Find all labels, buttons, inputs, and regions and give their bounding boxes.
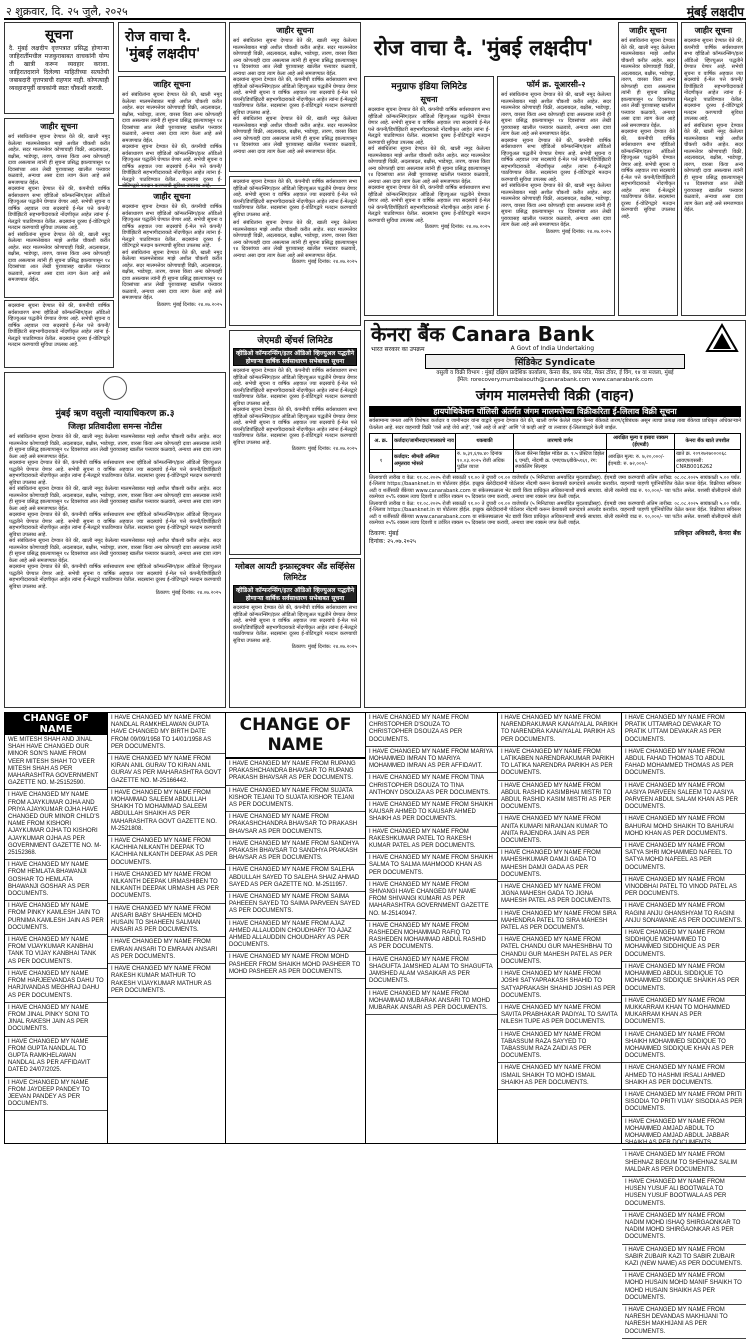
header-rule [4,18,746,20]
tribunal-notice [4,372,226,708]
table-header: तारणाचे वर्णन [514,434,607,450]
notice-body: सदस्यांना सूचना देण्यात येते की, कंपनीची वार्षिक सर्वसाधारण सभा व्हीडिओ कॉन्फरन्सिंग/इतर ऑडिओ व्हिज्युअल पद्धतीने घेण्यात येणार आहे. सभेची सूचना व वार्षिक अहवाल ज्या सदस्यांचे ई-मेल पत्ते कंपनी/डिपॉझिटरी सहभागीदाराकडे नोंदणीकृत आहेत त्यांना ई-मेलद्वारे पाठविण्यात येतील. सदस्यांना दूरस्थ ई-वोटिंगद्वारे मतदान करण्याची सुविधा उपलब्ध आहे. [368,185,490,224]
notice-body: सदस्यांना सूचना देण्यात येते की, कंपनीची वार्षिक सर्वसाधारण सभा व्हीडिओ कॉन्फरन्सिंग/इतर ऑडिओ व्हिज्युअल पद्धतीने घेण्यात येणार आहे. सभेची सूचना व वार्षिक अहवाल ज्या सदस्यांचे ई-मेल पत्ते कंपनी/डिपॉझिटरी सहभागीदाराकडे नोंदणीकृत आहेत त्यांना ई-मेलद्वारे पाठविण्यात येतील. सदस्यांना दूरस्थ ई-वोटिंगद्वारे मतदान करण्याची सुविधा उपलब्ध आहे. [9,460,221,486]
list-item: I HAVE CHANGED MY NAME FROM NANDLAL RAMKHELAWAN GUPTA HAVE CHANGED MY BIRTH DATE FROM 09/09/1958 TO 14/01/1958 AS PER DOCUMENTS. [108,713,225,754]
con-col-3 [226,713,366,1143]
table-cell: कर्जदार: श्रीमती अस्मिता अमृतराव भोसले [393,450,456,473]
list-item: I HAVE CHANGED MY NAME FROM CHRISTOPHER D'SOUZA TO CHRISTOPHER DSOUZA AS PER DOCUMENTS. [366,713,497,747]
notice-body: सर्व संबंधितांना सूचना देण्यात येते की, खाली नमूद केलेल्या मालमत्तेबाबत माझे अशील चौकशी करीत आहेत. सदर मालमत्तेवर कोणाचाही विक्री, अदलाबदल, बक्षीस, भाडेपट्टा, तारण, वारसा किंवा अन्य कोणताही दावा असल्यास त्यांनी ही सूचना प्रसिद्ध झाल्यापासून १४ दिवसांच्या आत लेखी पुराव्यासह खालील पत्त्यावर कळवावे, अन्यथा असा दावा त्याग केला आहे असे समजण्यात येईल. [8,134,110,186]
list-item: I HAVE CHANGED MY NAME FROM ANITA KUMARI NIRANJAN KUMAR TO ANITA RAJENDRA JAIN AS PER DOCUMENTS. [498,814,621,848]
canara-intro: सर्वसामान्य जनता आणि विशेषतः कर्जदार व जामीनदार यांना याद्वारे सूचना देण्यात येते की, खाली वर्णन केलेले वाहन केनरा बँकेकडे तारण/दृष्टिबंधक असून त्याचा प्रत्यक्ष ताबा बँकेच्या प्राधिकृत अधिकाऱ्याने घेतलेला आहे. सदर वाहनाची विक्री 'जसे आहे जेथे आहे', 'जसे आहे जे आहे' आणि 'जे काही आहे' या तत्त्वावर ई-लिलावाद्वारे केली जाईल. [369,418,741,431]
list-item: I HAVE CHANGED MY NAME FROM GUPTA NANDLAL TO GUPTA RAMKHELAWAN NANDLAL AS PER AFFIDAVIT DATED 24/07/2025. [5,1037,107,1078]
place-date: ठिकाण: मुंबई दिनांक: २४.०७.२०२५ [424,224,490,230]
notice-body: सदस्यांना सूचना देण्यात येते की, कंपनीची वार्षिक सर्वसाधारण सभा व्हीडिओ कॉन्फरन्सिंग/इतर ऑडिओ व्हिज्युअल पद्धतीने घेण्यात येणार आहे. सभेची सूचना व वार्षिक अहवाल ज्या सदस्यांचे ई-मेल पत्ते कंपनी/डिपॉझिटरी सहभागीदाराकडे नोंदणीकृत आहेत त्यांना ई-मेलद्वारे पाठविण्यात येतील. सदस्यांना दूरस्थ ई-वोटिंगद्वारे मतदान करण्याची सुविधा उपलब्ध आहे. [233,605,357,644]
con-header: CHANGE OF NAME [5,713,107,735]
soochna-text: दै. मुंबई लक्षदीप वृत्तपत्रात प्रसिद्ध होणाऱ्या जाहिरातींमधील मजकुराबाबत वाचकांनी योग्य ती खात्री करून व्यवहार करावा. जाहिरातदाराने दिलेल्या माहितीच्या सत्यतेची जबाबदारी वृत्तपत्राची राहणार नाही. कोणत्याही व्यवहारापूर्वी वाचकांनी स्वतः चौकशी करावी. [9,45,109,92]
notice-body: सर्व संबंधितांना सूचना देण्यात येते की, खाली नमूद केलेल्या मालमत्तेबाबत माझे अशील चौकशी करीत आहेत. सदर मालमत्तेवर कोणाचाही विक्री, अदलाबदल, बक्षीस, भाडेपट्टा, तारण, वारसा किंवा अन्य कोणताही दावा असल्यास त्यांनी ही सूचना प्रसिद्ध झाल्यापासून १४ दिवसांच्या आत लेखी पुराव्यासह खालील पत्त्यावर कळवावे, अन्यथा असा दावा त्याग केला आहे असे समजण्यात येईल. [122,92,222,144]
company-name: मनुग्राफ इंडिया लिमिटेड [391,82,467,92]
notice-body: सदस्यांना सूचना देण्यात येते की, कंपनीची वार्षिक सर्वसाधारण सभा व्हीडिओ कॉन्फरन्सिंग/इतर ऑडिओ व्हिज्युअल पद्धतीने घेण्यात येणार आहे. सभेची सूचना व वार्षिक अहवाल ज्या सदस्यांचे ई-मेल पत्ते कंपनी/डिपॉझिटरी सहभागीदाराकडे नोंदणीकृत आहेत त्यांना ई-मेलद्वारे पाठविण्यात येतील. सदस्यांना दूरस्थ ई-वोटिंगद्वारे मतदान करण्याची सुविधा उपलब्ध आहे. [501,137,611,183]
jmd-notice [229,330,361,555]
list-item: I HAVE CHANGED MY NAME FROM LATIKABEN NARENDRAKUMAR PARIKH TO LATIKA NARENDRA PARIKH AS PER DOCUMENTS. [498,747,621,781]
promo-left [118,22,226,72]
bank-name-en: Canara Bank [451,322,595,346]
list-item: I HAVE CHANGED MY NAME FROM RASHEDEN MOHAMMAD RAFIQ TO RASHEDEN MOHAMMAD ABDUL RASHID AS PER DOCUMENTS. [366,921,497,955]
notice-col1-b [4,300,114,368]
notice-title: जाहीर सूचना [629,26,667,35]
list-item: I HAVE CHANGED MY NAME FROM VINODBHAI PATEL TO VINOD PATEL AS PER DOCUMENTS. [622,875,746,902]
paper-name: मुंबई लक्षदीप [686,5,744,19]
con-col-2 [108,713,226,1143]
email-line: ईमेल: rorecovery.mumbaisouth@canarabank.com www.canarabank.com [457,377,653,383]
list-item: I HAVE CHANGED MY NAME FROM EMRAN ANSARI TO EMRAAN ANSARI AS PER DOCUMENTS. [108,937,225,964]
canara-place: ठिकाण: मुंबई [369,529,399,537]
list-item: I HAVE CHANGED MY NAME FROM PINKY KAMLESH JAIN TO PURNIMA KAMLESH JAIN AS PER DOCUMENTS. [5,901,107,935]
list-item: I HAVE CHANGED MY NAME FROM RAKESHKUMAR PATEL TO RAKESH KUMAR PATEL AS PER DOCUMENTS. [366,827,497,854]
list-item: I HAVE CHANGED MY NAME FROM MOHAMMED ABDUL SIDDIQUE TO MOHAMMED SIDDIQUE SHAIKH AS PER DOCUMENTS. [622,962,746,996]
canara-notice-title: जंगम मालमत्तेची विक्री (वाहन) [475,388,635,404]
list-item: I HAVE CHANGED MY NAME FROM SAVITA PRABHAKAR PADIYAL TO SAVITA NILESH TUPE AS PER DOCUMENTS. [498,1003,621,1030]
con-col-4 [366,713,498,1143]
list-item: I HAVE CHANGED MY NAME FROM VIJAYKUMAR KANBHAI TANK TO VIJAY KANBHAI TANK AS PER DOCUMENTS. [5,935,107,969]
list-item: I HAVE CHANGED MY NAME FROM RUPANG PRAKASHCHANDRA BHAVSAR TO RUPANG PRAKASH BHAVSAR AS PER DOCUMENTS. [226,759,365,786]
table-cell: १ [370,450,393,473]
list-item: I HAVE CHANGED MY NAME FROM SHAIKH KAUSAR AHMED TO KAUSAR AHMED SHAIKH AS PER DOCUMENTS. [366,800,497,827]
list-item: I HAVE CHANGED MY NAME FROM AHMED TO HASHMI IRSALI AHMED SHAIKH AS PER DOCUMENTS. [622,1063,746,1090]
table-header: थकबाकी [456,434,514,450]
canara-table [369,433,741,473]
list-item: I HAVE CHANGED MY NAME FROM MOHAMMAD MUBARAK ANSARI TO MOHD MUBARAK ANSARI AS PER DOCUMENTS. [366,989,497,1016]
place-date: ठिकाण: मुंबई दिनांक: २४.०७.२०२५ [156,301,222,308]
notice-title: जाहिर सूचना [153,80,191,89]
syndicate-band: सिंडिकेट Syndicate [425,354,685,369]
notice-col3-b [229,176,361,326]
list-item: I HAVE CHANGED MY NAME FROM HEMLATA BHAWANJI GOSHAR TO HEMLATA BHAWANJI GOSHAR AS PER DOCUMENTS. [5,860,107,901]
list-item: I HAVE CHANGED MY NAME FROM PRITI SISODIA TO PRITI VIJAY SISODIA AS PER DOCUMENTS. [622,1090,746,1117]
notice-body: सदस्यांना सूचना देण्यात येते की, कंपनीची वार्षिक सर्वसाधारण सभा व्हीडिओ कॉन्फरन्सिंग/इतर ऑडिओ व्हिज्युअल पद्धतीने घेण्यात येणार आहे. सभेची सूचना व वार्षिक अहवाल ज्या सदस्यांचे ई-मेल पत्ते कंपनी/डिपॉझिटरी सहभागीदाराकडे नोंदणीकृत आहेत त्यांना ई-मेलद्वारे पाठविण्यात येतील. सदस्यांना दूरस्थ ई-वोटिंगद्वारे मतदान करण्याची सुविधा उपलब्ध आहे. [684,38,743,122]
list-item: I HAVE CHANGED MY NAME FROM SAIMA PAHEEEN SAYED TO SAIMA PARVEEN SAYED AS PER DOCUMENTS. [226,892,365,919]
notice-body: सर्व संबंधितांना सूचना देण्यात येते की, खाली नमूद केलेल्या मालमत्तेबाबत माझे अशील चौकशी करीत आहेत. सदर मालमत्तेवर कोणाचाही विक्री, अदलाबदल, बक्षीस, भाडेपट्टा, तारण, वारसा किंवा अन्य कोणताही दावा असल्यास त्यांनी ही सूचना प्रसिद्ध झाल्यापासून १४ दिवसांच्या आत लेखी पुराव्यासह खालील पत्त्यावर कळवावे, अन्यथा असा दावा त्याग केला आहे असे समजण्यात येईल. [9,434,221,460]
notice-body: सदस्यांना सूचना देण्यात येते की, कंपनीची वार्षिक सर्वसाधारण सभा व्हीडिओ कॉन्फरन्सिंग/इतर ऑडिओ व्हिज्युअल पद्धतीने घेण्यात येणार आहे. सभेची सूचना व वार्षिक अहवाल ज्या सदस्यांचे ई-मेल पत्ते कंपनी/डिपॉझिटरी सहभागीदाराकडे नोंदणीकृत आहेत त्यांना ई-मेलद्वारे पाठविण्यात येतील. सदस्यांना दूरस्थ ई-वोटिंगद्वारे मतदान करण्याची सुविधा उपलब्ध आहे. [233,179,357,218]
list-item: I HAVE CHANGED MY NAME FROM MAHESHKUMAR DAMJI GADA TO MAHESH DAMJI GADA AS PER DOCUMENTS. [498,848,621,882]
notice-col2-a [118,76,226,189]
list-item: I HAVE CHANGED MY NAME FROM SALEHA ABDULLAH SAYED TO SALEHA SHAIZ AHMAD SAYED AS PER GAZETTE NO. M-2511957. [226,865,365,892]
notice-body: सर्व संबंधितांना सूचना देण्यात येते की, खाली नमूद केलेल्या मालमत्तेबाबत माझे अशील चौकशी करीत आहेत. सदर मालमत्तेवर कोणाचाही विक्री, अदलाबदल, बक्षीस, भाडेपट्टा, तारण, वारसा किंवा अन्य कोणताही दावा असल्यास त्यांनी ही सूचना प्रसिद्ध झाल्यापासून १४ दिवसांच्या आत लेखी पुराव्यासह खालील पत्त्यावर कळवावे, अन्यथा असा दावा त्याग केला आहे असे समजण्यात येईल. [233,116,357,155]
list-item: I HAVE CHANGED MY NAME FROM JAYDEEP PANDEY TO JEEVAN PANDEY AS PER DOCUMENTS. [5,1078,107,1112]
list-item: I HAVE CHANGED MY NAME FROM TABASSUM RAZA SAYYED TO TABASSUM RAZA ZAIDI AS PER DOCUMENTS. [498,1030,621,1064]
notice-body: सदस्यांना सूचना देण्यात येते की, कंपनीची वार्षिक सर्वसाधारण सभा व्हीडिओ कॉन्फरन्सिंग/इतर ऑडिओ व्हिज्युअल पद्धतीने घेण्यात येणार आहे. सभेची सूचना व वार्षिक अहवाल ज्या सदस्यांचे ई-मेल पत्ते कंपनी/डिपॉझिटरी सहभागीदाराकडे नोंदणीकृत आहेत त्यांना ई-मेलद्वारे पाठविण्यात येतील. सदस्यांना दूरस्थ ई-वोटिंगद्वारे मतदान करण्याची सुविधा उपलब्ध आहे. [233,77,357,116]
list-item: I HAVE CHANGED MY NAME FROM ISMAIL SHAIKH TO MOHD ISMAIL SHAIKH AS PER DOCUMENTS. [498,1063,621,1090]
list-item: I HAVE CHANGED MY NAME FROM ABDUL RASHID KASIMBHAI MISTRI TO ABDUL RASHID KASIM MISTRI AS PER DOCUMENTS. [498,781,621,815]
notice-col3-a [229,22,361,172]
list-item: I HAVE CHANGED MY NAME FROM SHIVANGI HAVE CHANGED MY NAME FROM SHIVANGI KUMARI AS PER MAHARASHTRA GOVERNMENT GAZETTE NO. M-25140947. [366,880,497,921]
promo-left-text: रोज वाचा दै. 'मुंबई लक्षदीप' [125,29,201,62]
list-item: I HAVE CHANGED MY NAME FROM JINAL PINKY SONI TO JINAL RAKESH JAIN AS PER DOCUMENTS. [5,1003,107,1037]
table-cell: रु. ७,३१,६९७.४० दिनांक १०.०३.२०२५ रोजी अधिक पुढील व्याज [456,450,514,473]
notice-col2-b [118,188,226,328]
bank-tagline: भारत सरकार का उपक्रम [371,346,425,353]
notice-body: सदस्यांना सूचना देण्यात येते की, कंपनीची वार्षिक सर्वसाधारण सभा व्हीडिओ कॉन्फरन्सिंग/इतर ऑडिओ व्हिज्युअल पद्धतीने घेण्यात येणार आहे. सभेची सूचना व वार्षिक अहवाल ज्या सदस्यांचे ई-मेल पत्ते कंपनी/डिपॉझिटरी सहभागीदाराकडे नोंदणीकृत आहेत त्यांना ई-मेलद्वारे पाठविण्यात येतील. सदस्यांना दूरस्थ ई-वोटिंगद्वारे मतदान करण्याची सुविधा उपलब्ध आहे. [8,303,110,348]
list-item: I HAVE CHANGED MY NAME FROM PATEL CHANDU GUR MAHESHBHAI TO CHANDU GUR MAHESH PATEL AS PER DOCUMENTS. [498,935,621,969]
notice-body: सदस्यांना सूचना देण्यात येते की, कंपनीची वार्षिक सर्वसाधारण सभा व्हीडिओ कॉन्फरन्सिंग/इतर ऑडिओ व्हिज्युअल पद्धतीने घेण्यात येणार आहे. सभेची सूचना व वार्षिक अहवाल ज्या सदस्यांचे ई-मेल पत्ते कंपनी/डिपॉझिटरी सहभागीदाराकडे नोंदणीकृत आहेत त्यांना ई-मेलद्वारे पाठविण्यात येतील. सदस्यांना दूरस्थ ई-वोटिंगद्वारे मतदान करण्याची सुविधा उपलब्ध आहे. [621,129,675,220]
list-item: I HAVE CHANGED MY NAME FROM MARIYA MOHAMMED IMRAN TO MARIYA MOHAMMED IMRAN AS PER AFFIDAVIT. [366,747,497,774]
con-col-5 [498,713,622,1143]
list-item: I HAVE CHANGED MY NAME FROM NARENDRAKUMAR KANAIYALAL PARIKH TO NARENDRA KANAIYALAL PARIKH AS PER DOCUMENTS. [498,713,621,747]
con-col-1 [5,713,108,1143]
place-date: ठिकाण: मुंबई दिनांक: २४.०७.२०२५ [291,446,357,452]
notice-body: सर्व संबंधितांना सूचना देण्यात येते की, खाली नमूद केलेल्या मालमत्तेबाबत माझे अशील चौकशी करीत आहेत. सदर मालमत्तेवर कोणाचाही विक्री, अदलाबदल, बक्षीस, भाडेपट्टा, तारण, वारसा किंवा अन्य कोणताही दावा असल्यास त्यांनी ही सूचना प्रसिद्ध झाल्यापासून १४ दिवसांच्या आत लेखी पुराव्यासह खालील पत्त्यावर कळवावे, अन्यथा असा दावा त्याग केला आहे असे समजण्यात येईल. [501,92,611,137]
list-item: I HAVE CHANGED MY NAME FROM JIGNA MAHESH GADA TO JIGNA MAHESH PATEL AS PER DOCUMENTS. [498,882,621,909]
list-item: I HAVE CHANGED MY NAME FROM SHAGUFTA JAMSHED ALAM TO SHAGUFTA JAMSHED ALAM VASAIKAR AS PER DOCUMENTS. [366,955,497,989]
list-item: I HAVE CHANGED MY NAME FROM KACHHIA NILKANTH DEEPAK TO KACHHIA NILKANTH DEEPAK AS PER DOCUMENTS. [108,836,225,870]
tribunal-subtitle: जिल्हा प्रतिवादीला समन्स नोटीस [68,422,162,431]
globalit-notice [229,558,361,708]
table-header: आरक्षित मूल्य व इसारा रक्कम (ईएमडी) [607,434,675,450]
table-row [370,450,741,473]
list-item: I HAVE CHANGED MY NAME FROM SHAIKH SALMA TO SALMA MAHMOOD KHAN AS PER DOCUMENTS. [366,853,497,880]
list-item: I HAVE CHANGED MY NAME FROM BAHURAI MOHD SHAIKH TO BAHURAI MOHD KHAN AS PER DOCUMENTS. [622,814,746,841]
list-item: I HAVE CHANGED MY NAME FROM NADIM MOHD ISHAQ SHIRGAONKAR TO NADIM MOHD SHIRGAONKAR AS PER DOCUMENTS. [622,1211,746,1245]
notice-title: जाहीर सूचना [153,192,191,201]
list-item: I HAVE CHANGED MY NAME FROM SIRA MAHENDRA PATEL TO SIRA MAHESH PATEL AS PER DOCUMENTS. [498,909,621,936]
notice-body: सर्व संबंधितांना सूचना देण्यात येते की, खाली नमूद केलेल्या मालमत्तेबाबत माझे अशील चौकशी करीत आहेत. सदर मालमत्तेवर कोणाचाही विक्री, अदलाबदल, बक्षीस, भाडेपट्टा, तारण, वारसा किंवा अन्य कोणताही दावा असल्यास त्यांनी ही सूचना प्रसिद्ध झाल्यापासून १४ दिवसांच्या आत लेखी पुराव्यासह खालील पत्त्यावर कळवावे, अन्यथा असा दावा त्याग केला आहे असे समजण्यात येईल. [684,122,743,213]
notice-title: जाहीर सूचना [694,26,733,35]
promo-right-text: रोज वाचा दै. 'मुंबई लक्षदीप' [374,36,594,60]
list-item: I HAVE CHANGED MY NAME FROM SATYA SHRI MOHAMMED NAFEEL TO SATYA MOHD NAFEEL AS PER DOCUMENTS. [622,841,746,875]
company-name: जेएमडी व्हेंचर्स लिमिटेड [257,336,333,346]
list-item: WE MITESH SHAH AND JINAL SHAH HAVE CHANGED OUR MINOR SON'S NAME FROM VEER MITESH SHAH TO VEER MITESH SHAH AS PER MAHARASHTRA GOVERNMENT GAZETTE NO. M-25152590. [5,735,107,790]
vc-banner: व्हीडिओ कॉन्फरन्सिंग/इतर ऑडिओ व्हिज्युअल पद्धतीने होणाऱ्या वार्षिक सर्वसाधारण सभेबाबत सूचना [233,348,357,366]
notice-body: सर्व संबंधितांना सूचना देण्यात येते की, खाली नमूद केलेल्या मालमत्तेबाबत माझे अशील चौकशी करीत आहेत. सदर मालमत्तेवर कोणाचाही विक्री, अदलाबदल, बक्षीस, भाडेपट्टा, तारण, वारसा किंवा अन्य कोणताही दावा असल्यास त्यांनी ही सूचना प्रसिद्ध झाल्यापासून १४ दिवसांच्या आत लेखी पुराव्यासह खालील पत्त्यावर कळवावे, अन्यथा असा दावा त्याग केला आहे असे समजण्यात येईल. [122,249,222,301]
list-item: I HAVE CHANGED MY NAME FROM MOHD HUSAIN MOHD MANIF SHAIKH TO MOHD HUSAIN SHAIKH AS PER DOCUMENTS. [622,1271,746,1305]
canara-subtitle: हायपोथिकेशन पॉलिसी अंतर्गत जंगम मालमत्तेच्या विक्रीकरिता ई-लिलाव विक्री सूचना [369,406,741,417]
list-item: I HAVE CHANGED MY NAME FROM JOSHI SATYAPRAKASH SHAHID TO SATYAPRAKASH SHAHID JOSHI AS PER DOCUMENTS. [498,969,621,1003]
notice-body: सदस्यांना सूचना देण्यात येते की, कंपनीची वार्षिक सर्वसाधारण सभा व्हीडिओ कॉन्फरन्सिंग/इतर ऑडिओ व्हिज्युअल पद्धतीने घेण्यात येणार आहे. सभेची सूचना व वार्षिक अहवाल ज्या सदस्यांचे ई-मेल पत्ते कंपनी/डिपॉझिटरी सहभागीदाराकडे नोंदणीकृत आहेत त्यांना ई-मेलद्वारे पाठविण्यात येतील. सदस्यांना दूरस्थ ई-वोटिंगद्वारे मतदान करण्याची सुविधा उपलब्ध आहे. [9,512,221,538]
notice-body: सदस्यांना सूचना देण्यात येते की, कंपनीची वार्षिक सर्वसाधारण सभा व्हीडिओ कॉन्फरन्सिंग/इतर ऑडिओ व्हिज्युअल पद्धतीने घेण्यात येणार आहे. सभेची सूचना व वार्षिक अहवाल ज्या सदस्यांचे ई-मेल पत्ते कंपनी/डिपॉझिटरी सहभागीदाराकडे नोंदणीकृत आहेत त्यांना ई-मेलद्वारे पाठविण्यात येतील. सदस्यांना दूरस्थ ई-वोटिंगद्वारे मतदान करण्याची सुविधा उपलब्ध आहे. [368,107,490,146]
notice-col1-a [4,118,114,298]
notice-body: सर्व संबंधितांना सूचना देण्यात येते की, खाली नमूद केलेल्या मालमत्तेबाबत माझे अशील चौकशी करीत आहेत. सदर मालमत्तेवर कोणाचाही विक्री, अदलाबदल, बक्षीस, भाडेपट्टा, तारण, वारसा किंवा अन्य कोणताही दावा असल्यास त्यांनी ही सूचना प्रसिद्ध झाल्यापासून १४ दिवसांच्या आत लेखी पुराव्यासह खालील पत्त्यावर कळवावे, अन्यथा असा दावा त्याग केला आहे असे समजण्यात येईल. [8,231,110,283]
bank-govt: A Govt of India Undertaking [510,345,595,352]
tribunal-title: मुंबई ऋण वसुली न्यायाधिकरण क्र.३ [55,409,175,419]
list-item: I HAVE CHANGED MY NAME FROM MOHD PASHEER FROM SHAIKH MOHD PASHEER TO MOHD PASHEER AS PER DOCUMENTS. [226,952,365,979]
list-item: I HAVE CHANGED MY NAME FROM KIRAN ANIL GURAV TO KIRAN ANIL GURAV AS PER MAHARASHTRA GOVT GAZETTE NO. M-25166442. [108,754,225,788]
list-item: I HAVE CHANGED MY NAME FROM NARESH DEVANDAS MAKHIJANI TO NARESH MAKHIJANI AS PER DOCUMENTS. [622,1305,746,1339]
soochna-title: सूचना [45,28,73,43]
list-item: I HAVE CHANGED MY NAME FROM PRATIK UTTAMRAO DEVAKAR TO PRATIK UTTAM DEVAKAR AS PER DOCUMENTS. [622,713,746,747]
notice-body: सदस्यांना सूचना देण्यात येते की, कंपनीची वार्षिक सर्वसाधारण सभा व्हीडिओ कॉन्फरन्सिंग/इतर ऑडिओ व्हिज्युअल पद्धतीने घेण्यात येणार आहे. सभेची सूचना व वार्षिक अहवाल ज्या सदस्यांचे ई-मेल पत्ते कंपनी/डिपॉझिटरी सहभागीदाराकडे नोंदणीकृत आहेत त्यांना ई-मेलद्वारे पाठविण्यात येतील. सदस्यांना दूरस्थ ई-वोटिंगद्वारे मतदान करण्याची सुविधा उपलब्ध आहे. [122,204,222,249]
canara-notice [364,320,746,708]
place-date: ठिकाण: मुंबई दिनांक: २४.०७.२०२५ [291,259,357,265]
notice-title: सूचना [420,95,438,104]
vc-banner: व्हीडिओ कॉन्फरन्सिंग/इतर ऑडिओ व्हिज्युअल पद्धतीने होणाऱ्या वार्षिक सर्वसाधारण सभेबाबत सूचना [233,585,357,603]
notice-body: सदस्यांना सूचना देण्यात येते की, कंपनीची वार्षिक सर्वसाधारण सभा व्हीडिओ कॉन्फरन्सिंग/इतर ऑडिओ व्हिज्युअल पद्धतीने घेण्यात येणार आहे. सभेची सूचना व वार्षिक अहवाल ज्या सदस्यांचे ई-मेल पत्ते कंपनी/डिपॉझिटरी सहभागीदाराकडे नोंदणीकृत आहेत त्यांना ई-मेलद्वारे पाठविण्यात येतील. सदस्यांना दूरस्थ ई-वोटिंगद्वारे मतदान करण्याची सुविधा उपलब्ध आहे. [9,564,221,590]
list-item: I HAVE CHANGED MY NAME FROM ABDUL FAHAD THOMAS TO ABDUL FAHAD MOHAMMED THOMAS AS PER DOCUMENTS. [622,747,746,781]
list-item: I HAVE CHANGED MY NAME FROM SIDDHIQUE MOHAMMED TO MOHAMMED SIDDHIQUE AS PER DOCUMENTS. [622,928,746,962]
list-item: I HAVE CHANGED MY NAME FROM AASIYA PARVEEN SALEEM TO AASIYA PARVEEN ABDUL SALAM KHAN AS PER DOCUMENTS. [622,781,746,815]
table-cell: किआ कॅरेन्स डिझेल मॉडेल क्र. १.५ प्रेस्टिज डिझेल ६ एमटी, नोंदणी क्र. एमएच४६बीके५१६१, रंग: स्पार्कलिंग सिल्व्हर [514,450,607,473]
place-date: ठिकाण: मुंबई दिनांक: २४.०७.२०२५ [155,590,221,596]
list-item: I HAVE CHANGED MY NAME FROM ANSARI BABY SHAHEEN MOHD HUSAIN TO SHAHEEN SALMAN ANSARI AS PER DOCUMENTS. [108,904,225,938]
notice-col5 [497,76,615,316]
notice-body: सर्व संबंधितांना सूचना देण्यात येते की, खाली नमूद केलेल्या मालमत्तेबाबत माझे अशील चौकशी करीत आहेत. सदर मालमत्तेवर कोणाचाही विक्री, अदलाबदल, बक्षीस, भाडेपट्टा, तारण, वारसा किंवा अन्य कोणताही दावा असल्यास त्यांनी ही सूचना प्रसिद्ध झाल्यापासून १४ दिवसांच्या आत लेखी पुराव्यासह खालील पत्त्यावर कळवावे, अन्यथा असा दावा त्याग केला आहे असे समजण्यात येईल. [233,38,357,77]
notice-body: सदस्यांना सूचना देण्यात येते की, कंपनीची वार्षिक सर्वसाधारण सभा व्हीडिओ कॉन्फरन्सिंग/इतर ऑडिओ व्हिज्युअल पद्धतीने घेण्यात येणार आहे. सभेची सूचना व वार्षिक अहवाल ज्या सदस्यांचे ई-मेल पत्ते कंपनी/डिपॉझिटरी सहभागीदाराकडे नोंदणीकृत आहेत त्यांना ई-मेलद्वारे पाठविण्यात येतील. सदस्यांना दूरस्थ ई-वोटिंगद्वारे मतदान करण्याची सुविधा उपलब्ध आहे. [8,186,110,231]
notice-col6 [618,22,678,316]
emblem-icon [103,376,127,400]
branch-line: वसुली व विक्री विभाग : मुंबई दक्षिण प्रादेशिक कार्यालय, केनरा बँक, कफ परेड, मेकर टॉवर, ई विंग, १४ वा मजला, मुंबई [436,370,674,376]
notice-body: सर्व संबंधितांना सूचना देण्यात येते की, खाली नमूद केलेल्या मालमत्तेबाबत माझे अशील चौकशी करीत आहेत. सदर मालमत्तेवर कोणाचाही विक्री, अदलाबदल, बक्षीस, भाडेपट्टा, तारण, वारसा किंवा अन्य कोणताही दावा असल्यास त्यांनी ही सूचना प्रसिद्ध झाल्यापासून १४ दिवसांच्या आत लेखी पुराव्यासह खालील पत्त्यावर कळवावे, अन्यथा असा दावा त्याग केला आहे असे समजण्यात येईल. [9,486,221,512]
table-header: केनरा बँक खाते तपशील [675,434,741,450]
list-item: I HAVE CHANGED MY NAME FROM HARJEEVANDAS DAHU TO HARJIVANDAS MEGHRAJ DAHU AS PER DOCUMENTS. [5,969,107,1003]
canara-terms: लिलावाची तारीख व वेळ: ११.०८.२०२५ रोजी सकाळी ११.०० ते दुपारी ०१.०० वाजेपर्यंत (५ मिनिटांच्या अमर्यादित मुदतवाढीसह). ईएमडी जमा करण्याची अंतिम तारीख: ०८.०८.२०२५ सायंकाळी ५.०० पर्यंत. ई-लिलाव https://baanknet.in या पोर्टलवर होईल. इच्छुक खरेदीदारांनी पोर्टलवर नोंदणी करून केवायसी कागदपत्रे अपलोड करावीत. वाहनाची पाहणी पूर्वनियोजित वेळेत करता येईल. विक्रीच्या सविस्तर अटी व शर्तींसाठी बँकेच्या www.canarabank.com या संकेतस्थळाला भेट द्यावी किंवा प्राधिकृत अधिकाऱ्याशी संपर्क साधावा. बोली रकमेची वाढ रु. १०,०००/- च्या पटीत असेल. यशस्वी बोलीदाराने बोली रकमेच्या २५% रक्कम त्याच दिवशी व उर्वरित रक्कम १५ दिवसांत जमा करावी, अन्यथा जमा रक्कम जप्त केली जाईल. [369,500,741,526]
change-of-name-section [4,712,746,1335]
notice-title: जाहीर सूचना [276,26,314,35]
list-item: I HAVE CHANGED MY NAME FROM AJAZ AHMED ALLAUDDIN CHOUDHARY TO AJAZ AHMED ALLAUDDIN CHOUDHARY AS PER DOCUMENTS. [226,919,365,953]
notice-body: सर्व संबंधितांना सूचना देण्यात येते की, खाली नमूद केलेल्या मालमत्तेबाबत माझे अशील चौकशी करीत आहेत. सदर मालमत्तेवर कोणाचाही विक्री, अदलाबदल, बक्षीस, भाडेपट्टा, तारण, वारसा किंवा अन्य कोणताही दावा असल्यास त्यांनी ही सूचना प्रसिद्ध झाल्यापासून १४ दिवसांच्या आत लेखी पुराव्यासह खालील पत्त्यावर कळवावे, अन्यथा असा दावा त्याग केला आहे असे समजण्यात येईल. [368,146,490,185]
bank-name-hi: केनरा बैंक [371,322,445,346]
list-item: I HAVE CHANGED MY NAME FROM RAGINI ANJU GHANSHYAM TO RAGINI ANJU SONAWANE AS PER DOCUMENTS. [622,901,746,928]
notice-body: सर्व संबंधितांना सूचना देण्यात येते की, खाली नमूद केलेल्या मालमत्तेबाबत माझे अशील चौकशी करीत आहेत. सदर मालमत्तेवर कोणाचाही विक्री, अदलाबदल, बक्षीस, भाडेपट्टा, तारण, वारसा किंवा अन्य कोणताही दावा असल्यास त्यांनी ही सूचना प्रसिद्ध झाल्यापासून १४ दिवसांच्या आत लेखी पुराव्यासह खालील पत्त्यावर कळवावे, अन्यथा असा दावा त्याग केला आहे असे समजण्यात येईल. [233,220,357,259]
list-item: I HAVE CHANGED MY NAME FROM SABIR ZUBAIR KAZI TO SABIR ZUBAIR KAZI (NEW NAME) AS PER DOCUMENTS. [622,1245,746,1272]
notice-body: सदस्यांना सूचना देण्यात येते की, कंपनीची वार्षिक सर्वसाधारण सभा व्हीडिओ कॉन्फरन्सिंग/इतर ऑडिओ व्हिज्युअल पद्धतीने घेण्यात येणार आहे. सभेची सूचना व वार्षिक अहवाल ज्या सदस्यांचे ई-मेल पत्ते कंपनी/डिपॉझिटरी सहभागीदाराकडे नोंदणीकृत आहेत त्यांना ई-मेलद्वारे पाठविण्यात येतील. सदस्यांना दूरस्थ ई-वोटिंगद्वारे मतदान करण्याची सुविधा उपलब्ध आहे. [122,144,222,189]
table-cell: आरक्षित मूल्य: रु. ७,२०,०००/- ईएमडी: रु. ७२,०००/- [607,450,675,473]
list-item: I HAVE CHANGED MY NAME FROM SANDHYA PRAKASH BHAVSAR TO SANDHYA PRAKASH BHAVSAR AS PER DOCUMENTS. [226,839,365,866]
con-col-6 [622,713,746,1335]
place-date: ठिकाण: मुंबई दिनांक: २४.०७.२०२५ [291,644,357,650]
list-item: I HAVE CHANGED MY NAME FROM SHEHNAZ BEGUM TO SHEHNAZ SALIM MALDAR AS PER DOCUMENTS. [622,1150,746,1177]
list-item: I HAVE CHANGED MY NAME FROM MOHAMMAD SALEEM ABDULLAH SHAIKH TO MOHAMMAD SALEEM ABDULLAH SHAIKH AS PER MAHARASHTRA GOVT GAZETTE NO. M-2521808. [108,788,225,836]
canara-logo-icon [705,323,739,353]
notice-title: फॉर्म क्र. यूआरसी-२ [526,80,586,89]
canara-terms: लिलावाची तारीख व वेळ: ११.०८.२०२५ रोजी सकाळी ११.०० ते दुपारी ०१.०० वाजेपर्यंत (५ मिनिटांच्या अमर्यादित मुदतवाढीसह). ईएमडी जमा करण्याची अंतिम तारीख: ०८.०८.२०२५ सायंकाळी ५.०० पर्यंत. ई-लिलाव https://baanknet.in या पोर्टलवर होईल. इच्छुक खरेदीदारांनी पोर्टलवर नोंदणी करून केवायसी कागदपत्रे अपलोड करावीत. वाहनाची पाहणी पूर्वनियोजित वेळेत करता येईल. विक्रीच्या सविस्तर अटी व शर्तींसाठी बँकेच्या www.canarabank.com या संकेतस्थळाला भेट द्यावी किंवा प्राधिकृत अधिकाऱ्याशी संपर्क साधावा. बोली रकमेची वाढ रु. १०,०००/- च्या पटीत असेल. यशस्वी बोलीदाराने बोली रकमेच्या २५% रक्कम त्याच दिवशी व उर्वरित रक्कम १५ दिवसांत जमा करावी, अन्यथा जमा रक्कम जप्त केली जाईल. [369,474,741,500]
canara-sign: प्राधिकृत अधिकारी, केनरा बँक [674,529,741,537]
list-item: I HAVE CHANGED MY NAME FROM MUKKARRAM KHAN TO MOHAMMED MUKARRAM KHAN AS PER DOCUMENTS. [622,996,746,1030]
list-item: I HAVE CHANGED MY NAME FROM TINA CHRISTOPHER DSOUZA TO TINA ANTHONY DSOUZA AS PER DOCUMENTS. [366,773,497,800]
promo-right [364,22,646,74]
table-cell: खाते क्र. २०९२७२७००००६८ आयएफएससी: CNRB0016262 [675,450,741,473]
company-name: ग्लोबल आयटी इन्फ्रास्ट्रक्चर अँड सर्व्हिसेस लिमिटेड [235,562,355,582]
list-item: I HAVE CHANGED MY NAME FROM HUSEN YUSUF ALI BOOTWALA TO HUSEN YUSUF BOOTWALA AS PER DOCUMENTS. [622,1177,746,1211]
notice-col7 [681,22,746,316]
list-item: I HAVE CHANGED MY NAME FROM SHAIKH MOHAMMED SIDDIQUE TO MOHAMMED SIDDIQUE KHAN AS PER DOCUMENTS. [622,1030,746,1064]
notice-body: सदस्यांना सूचना देण्यात येते की, कंपनीची वार्षिक सर्वसाधारण सभा व्हीडिओ कॉन्फरन्सिंग/इतर ऑडिओ व्हिज्युअल पद्धतीने घेण्यात येणार आहे. सभेची सूचना व वार्षिक अहवाल ज्या सदस्यांचे ई-मेल पत्ते कंपनी/डिपॉझिटरी सहभागीदाराकडे नोंदणीकृत आहेत त्यांना ई-मेलद्वारे पाठविण्यात येतील. सदस्यांना दूरस्थ ई-वोटिंगद्वारे मतदान करण्याची सुविधा उपलब्ध आहे. [233,368,357,407]
notice-body: सर्व संबंधितांना सूचना देण्यात येते की, खाली नमूद केलेल्या मालमत्तेबाबत माझे अशील चौकशी करीत आहेत. सदर मालमत्तेवर कोणाचाही विक्री, अदलाबदल, बक्षीस, भाडेपट्टा, तारण, वारसा किंवा अन्य कोणताही दावा असल्यास त्यांनी ही सूचना प्रसिद्ध झाल्यापासून १४ दिवसांच्या आत लेखी पुराव्यासह खालील पत्त्यावर कळवावे, अन्यथा असा दावा त्याग केला आहे असे समजण्यात येईल. [501,183,611,228]
notice-body: सर्व संबंधितांना सूचना देण्यात येते की, खाली नमूद केलेल्या मालमत्तेबाबत माझे अशील चौकशी करीत आहेत. सदर मालमत्तेवर कोणाचाही विक्री, अदलाबदल, बक्षीस, भाडेपट्टा, तारण, वारसा किंवा अन्य कोणताही दावा असल्यास त्यांनी ही सूचना प्रसिद्ध झाल्यापासून १४ दिवसांच्या आत लेखी पुराव्यासह खालील पत्त्यावर कळवावे, अन्यथा असा दावा त्याग केला आहे असे समजण्यात येईल. [621,38,675,129]
canara-date: दिनांक: २५.०७.२०२५ [369,537,416,545]
soochna-box [4,22,114,114]
list-item: I HAVE CHANGED MY NAME FROM PRAKASHCHANDRA BHAVSAR TO PRAKASH BHAVSAR AS PER DOCUMENTS. [226,812,365,839]
table-header: कर्जदार/जामीनदार/मालकाचे नाव [393,434,456,450]
notice-body: सर्व संबंधितांना सूचना देण्यात येते की, खाली नमूद केलेल्या मालमत्तेबाबत माझे अशील चौकशी करीत आहेत. सदर मालमत्तेवर कोणाचाही विक्री, अदलाबदल, बक्षीस, भाडेपट्टा, तारण, वारसा किंवा अन्य कोणताही दावा असल्यास त्यांनी ही सूचना प्रसिद्ध झाल्यापासून १४ दिवसांच्या आत लेखी पुराव्यासह खालील पत्त्यावर कळवावे, अन्यथा असा दावा त्याग केला आहे असे समजण्यात येईल. [9,538,221,564]
list-item: I HAVE CHANGED MY NAME FROM NILKANTH DEEPAK URMASHIBEN TO NILKANTH DEEPAK URMASHI AS PER DOCUMENTS. [108,870,225,904]
list-item: I HAVE CHANGED MY NAME FROM AJAYKUMAR OJHA AND PRIYA AJAYKUMAR OJHA HAVE CHANGED OUR MINOR CHILD'S NAME FROM KISHORI AJAYKUMAR OJHA TO KISHORI AJAYKUMAR OJHA AS PER GOVERNMENT GAZETTE NO. M-25152368. [5,790,107,860]
manugraph-notice [364,76,494,316]
table-header-row [370,434,741,450]
table-header: अ. क्र. [370,434,393,450]
notice-body: सदस्यांना सूचना देण्यात येते की, कंपनीची वार्षिक सर्वसाधारण सभा व्हीडिओ कॉन्फरन्सिंग/इतर ऑडिओ व्हिज्युअल पद्धतीने घेण्यात येणार आहे. सभेची सूचना व वार्षिक अहवाल ज्या सदस्यांचे ई-मेल पत्ते कंपनी/डिपॉझिटरी सहभागीदाराकडे नोंदणीकृत आहेत त्यांना ई-मेलद्वारे पाठविण्यात येतील. सदस्यांना दूरस्थ ई-वोटिंगद्वारे मतदान करण्याची सुविधा उपलब्ध आहे. [233,407,357,446]
list-item: I HAVE CHANGED MY NAME FROM MOHAMMED AMJAD ABDUL TO MOHAMMED AMJAD ABDUL JABBAR SHAIKH AS PER DOCUMENTS. [622,1117,746,1151]
list-item: I HAVE CHANGED MY NAME FROM RAKESH KUMAR MATHUR TO RAKESH VIJAYKUMAR MATHUR AS PER DOCUMENTS. [108,964,225,998]
notice-title: जाहीर सूचना [40,122,78,131]
con-big-title: CHANGE OF NAME [226,713,365,759]
list-item: I HAVE CHANGED MY NAME FROM SUJATA KISHOR TEJANI TO SUJATA KISHOR TEJANI AS PER DOCUMENTS. [226,786,365,813]
page-date: २ शुक्रवार, दि. २५ जुलै, २०२५ [6,5,128,18]
place-date: ठिकाण: मुंबई दिनांक: २४.०७.२०२५ [545,228,611,235]
